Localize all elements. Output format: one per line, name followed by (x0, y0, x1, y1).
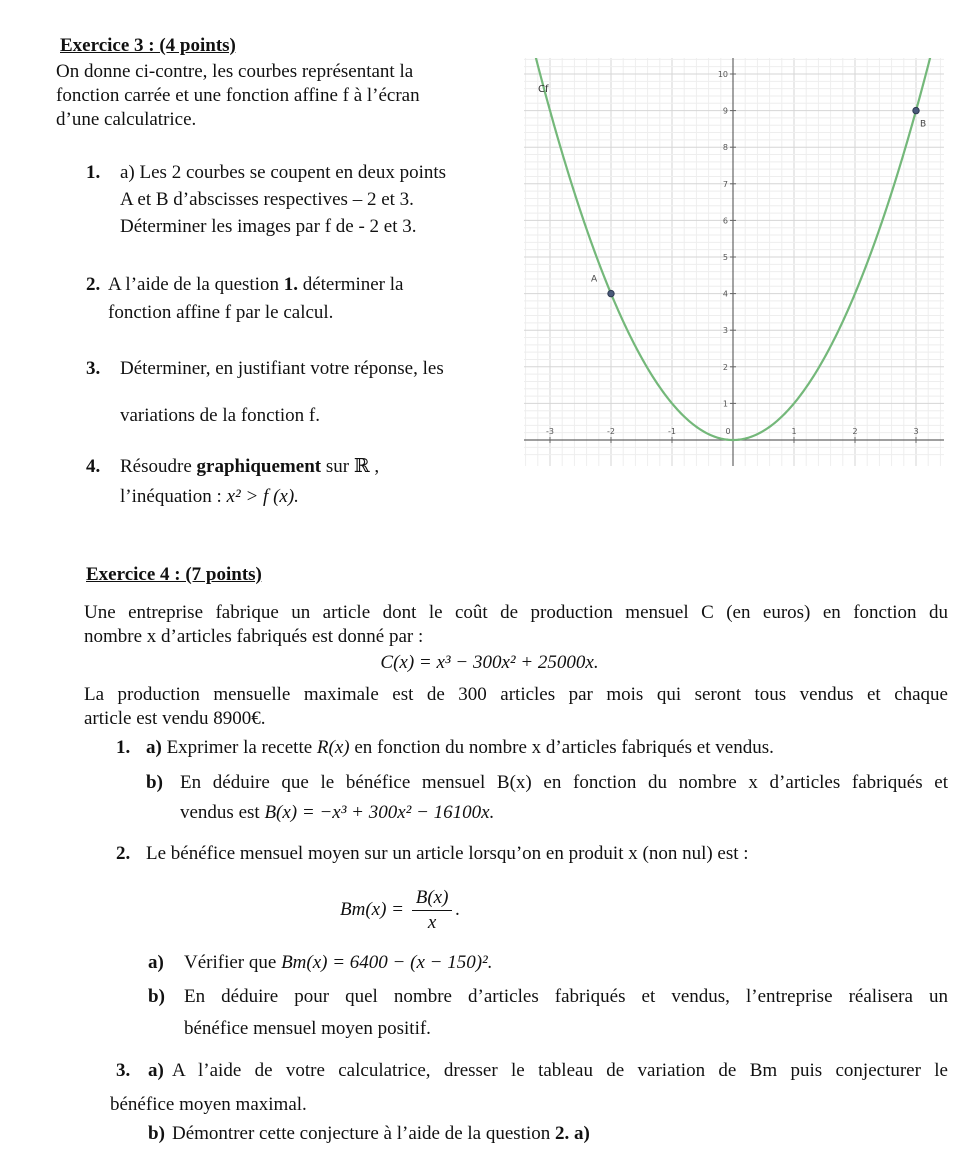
ex4-title: Exercice 4 : (7 points) (86, 564, 262, 585)
ex3-q2-number: 2. (86, 274, 101, 295)
ex4-q3b-label: b) (148, 1123, 165, 1144)
ex4-q1b-text: vendus est (180, 802, 260, 823)
ex3-q2-ref: 1. (283, 274, 298, 295)
ex4-bm-denominator: x (427, 912, 437, 933)
x-tick-label: -1 (668, 427, 676, 436)
curve-label: Cf (538, 84, 549, 95)
ex4-q3b-text: Démontrer cette conjecture à l’aide de la question (172, 1123, 551, 1144)
ex3-q2-text: A l’aide de la question (108, 274, 279, 295)
ex4-q3a-line-2: bénéfice moyen maximal. (110, 1094, 307, 1115)
ex3-q3-line-2: variations de la fonction f. (120, 405, 320, 426)
ex3-q2-line-1 (108, 273, 403, 297)
ex3-q4-label: l’inéquation : (120, 486, 222, 507)
ex3-q1-number: 1. (86, 162, 101, 183)
ex4-q1a-math: R(x) (316, 737, 350, 758)
ex4-cost-formula: C(x) = x³ − 300x² + 25000x. (380, 652, 599, 673)
y-tick-label: 3 (722, 326, 728, 336)
x-tick-label: -2 (607, 427, 615, 436)
ex4-q1a (146, 736, 774, 760)
ex4-q3-number: 3. (116, 1060, 131, 1081)
ex3-q2-text-end: déterminer la (302, 274, 404, 295)
ex3-q4-line-2 (120, 485, 299, 509)
ex3-q4-inequation: x² > f (x). (226, 486, 299, 507)
y-tick-label: 2 (722, 362, 728, 372)
y-tick-label: 8 (722, 143, 728, 153)
ex4-q2a-math: Bm(x) = 6400 − (x − 150)². (281, 952, 493, 973)
x-tick-label: 2 (852, 427, 858, 436)
ex3-q4-text-end: sur ℝ , (325, 456, 380, 477)
x-tick-label: 1 (791, 427, 797, 436)
ex3-q3-number: 3. (86, 358, 101, 379)
ex4-q1b-line-2 (180, 801, 494, 825)
function-graph (524, 58, 944, 466)
y-tick-label: 6 (722, 216, 728, 226)
ex4-q1-number: 1. (116, 737, 131, 758)
ex3-title: Exercice 3 : (4 points) (60, 35, 236, 56)
ex4-intro-line-2: nombre x d’articles fabriqués est donné par : (84, 626, 424, 647)
y-tick-label: 1 (722, 399, 728, 409)
point-a (608, 290, 614, 296)
ex3-q3-line-1: Déterminer, en justifiant votre réponse, les (120, 358, 444, 379)
point-b (913, 107, 919, 113)
point-label-a: A (591, 274, 598, 285)
x-tick-label: 3 (913, 427, 919, 436)
y-tick-label: 4 (722, 289, 728, 299)
y-tick-label: 9 (722, 106, 728, 116)
ex4-production-line-1: La production mensuelle maximale est de 300 articles par mois qui seront tous vendus et chaque (84, 684, 948, 705)
ex4-q3a-line-1: A l’aide de votre calculatrice, dresser le tableau de variation de Bm puis conjecturer le (172, 1060, 948, 1081)
ex4-q1b-label: b) (146, 772, 163, 793)
ex3-q2-line-2: fonction affine f par le calcul. (108, 302, 334, 323)
ex4-q3a-label: a) (148, 1060, 164, 1081)
ex4-q1b-line-1: En déduire que le bénéfice mensuel B(x) en fonction du nombre x d’articles fabriqués et (180, 772, 948, 793)
ex4-q2b-label: b) (148, 986, 165, 1007)
y-tick-label: 10 (717, 70, 728, 79)
ex4-q2-text: Le bénéfice mensuel moyen sur un article lorsqu’on en produit x (non nul) est : (146, 843, 749, 864)
ex3-q4-number: 4. (86, 456, 101, 477)
ex4-q2a-label: a) (148, 952, 164, 973)
ex4-bm-numerator: B(x) (412, 886, 453, 911)
ex3-q4-emphasis: graphiquement (196, 456, 322, 477)
x-tick-label: 0 (725, 427, 731, 436)
ex3-intro-line-1: On donne ci-contre, les courbes représentant la (56, 61, 414, 82)
ex4-bm-fraction (412, 886, 453, 935)
y-tick-label: 7 (722, 179, 728, 189)
y-tick-label: 5 (722, 253, 728, 262)
ex3-intro-line-3: d’une calculatrice. (56, 109, 197, 130)
ex4-q2b-line-1: En déduire pour quel nombre d’articles fabriqués et vendus, l’entreprise réalisera un (184, 986, 948, 1007)
point-label-b: B (920, 119, 927, 130)
ex3-q4-line-1 (120, 455, 379, 479)
x-tick-label: -3 (546, 427, 554, 436)
ex4-intro-line-1: Une entreprise fabrique un article dont le coût de production mensuel C (en euros) en fonction du (84, 602, 948, 623)
ex4-q1a-rest: en fonction du nombre x d’articles fabriqués et vendus. (354, 737, 774, 758)
ex4-q1b-math: B(x) = −x³ + 300x² − 16100x. (264, 802, 495, 823)
ex3-q1-line-3: Déterminer les images par f de - 2 et 3. (120, 216, 417, 237)
ex4-q3b-ref: 2. a) (555, 1123, 590, 1144)
ex4-q2-number: 2. (116, 843, 131, 864)
ex4-bm-left: Bm(x) = (340, 898, 404, 920)
ex4-q2b-line-2: bénéfice mensuel moyen positif. (184, 1018, 431, 1039)
ex3-q4-text: Résoudre (120, 456, 192, 477)
ex4-q2a (184, 951, 492, 975)
ex3-q1-line-1: a) Les 2 courbes se coupent en deux points (120, 162, 447, 183)
ex3-intro-line-2: fonction carrée et une fonction affine f à l’écran (56, 85, 420, 106)
ex4-q1a-text: Exprimer la recette (166, 737, 313, 758)
ex4-bm-definition (340, 886, 460, 935)
ex4-production-line-2: article est vendu 8900€. (84, 708, 266, 729)
ex3-q1-line-2: A et B d’abscisses respectives – 2 et 3. (120, 189, 414, 210)
ex4-q2a-text: Vérifier que (184, 952, 277, 973)
ex4-q3b (172, 1122, 590, 1146)
ex4-bm-end: . (455, 898, 461, 920)
ex4-q1a-label: a) (146, 737, 162, 758)
